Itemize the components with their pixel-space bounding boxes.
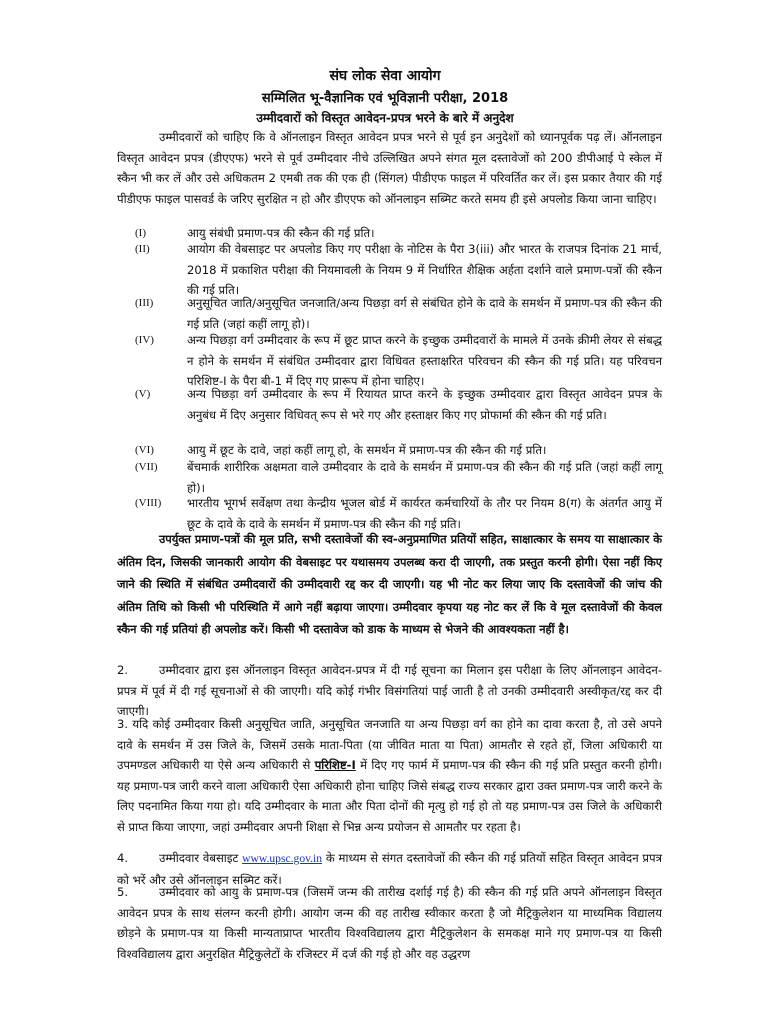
item-number: (IV) [135, 334, 154, 346]
paragraph-text: उम्मीदवार वेबसाइट [159, 851, 243, 865]
item-text: आयु में छूट के दावे, जहां कहीं लागू हो, के समर्थन में प्रमाण-पत्र की स्कैन की गई प्रति। [187, 443, 547, 457]
paragraph-2 [117, 660, 662, 722]
important-note: उपर्युक्त प्रमाण-पत्रों की मूल प्रति, सभी दस्तावेजों की स्व-अनुप्रमाणित प्रतियों सहित, साक्षात्कार के समय या साक्षात्कार के अंतिम दिन, जिसकी जानकारी आयोग की वेबसाइट पर यथासमय उपलब्ध करा दी जाएगी, तक प्रस्तुत करनी होगी। ऐसा नहीं किए जाने की स्थिति में संबंधित उम्मीदवारों की उम्मीदवारी रद्द कर दी जाएगी। यह भी नोट कर लिया जाए कि दस्तावेजों की जांच की अंतिम तिथि को किसी भी परिस्थिति में आगे नहीं बढ़ाया जाएगा। उम्मीदवार कृपया यह नोट कर लें कि वे मूल दस्तावेजों की केवल स्कैन की गई प्रतियां ही अपलोड करें। किसी भी दस्तावेज को डाक के माध्यम से भेजने की आवश्यकता नहीं है। [117, 532, 662, 636]
item-text: आयु संबंधी प्रमाण-पत्र की स्कैन की गई प्रति। [187, 226, 375, 240]
paragraph-number: 5. [117, 885, 129, 899]
item-text: बेंचमार्क शारीरिक अक्षमता वाले उम्मीदवार के दावे के समर्थन में प्रमाण-पत्र की स्कैन की गई प्रति (जहां कहीं लागू हो)। [187, 460, 662, 495]
item-number: (VI) [135, 444, 154, 456]
paragraph-text-cont: के माध्यम से संगत दस्तावेजों की स्कैन की गई प्रतियों सहित विस्तृत आवेदन प्रपत्र को भरें और उसे ऑनलाइन सब्मिट करें। [117, 851, 662, 887]
upsc-website-link[interactable]: www.upsc.gov.in [242, 852, 323, 865]
item-text: अनुसूचित जाति/अनुसूचित जनजाति/अन्य पिछड़ा वर्ग से संबंधित होने के दावे के समर्थन में प्रमाण-पत्र की स्कैन की गई प्रति (जहां कहीं लागू हो)। [187, 296, 662, 331]
org-title: संघ लोक सेवा आयोग [329, 68, 441, 84]
item-text: भारतीय भूगर्भ सर्वेक्षण तथा केन्द्रीय भूजल बोर्ड में कार्यरत कर्मचारियों के तौर पर नियम 8(ग) के अंतर्गत आयु में छूट के दावे के दावे के समर्थन में प्रमाण-पत्र की स्कैन की गई प्रति। [187, 496, 662, 531]
paragraph-number: 4. [117, 851, 129, 865]
exam-title: सम्मिलित भू-वैज्ञानिक एवं भूविज्ञानी परीक्षा, 2018 [261, 91, 509, 106]
item-text: आयोग की वेबसाइट पर अपलोड किए गए परीक्षा के नोटिस के पैरा 3(iii) और भारत के राजपत्र दिनांक 21 मार्च, 2018 में प्रकाशित परीक्षा की नियमावली के नियम 9 में निर्धारित शैक्षिक अर्हता दर्शाने वाले प्रमाण-पत्रों की स्कैन की गई प्रति। [187, 242, 662, 297]
paragraph-number: 2. [117, 663, 129, 677]
item-number: (I) [135, 227, 146, 239]
instructions-heading: उम्मीदवारों को विस्तृत आवेदन-प्रपत्र भरने के बारे में अनुदेश [256, 111, 514, 125]
paragraph-3 [117, 714, 662, 837]
intro-paragraph: उम्मीदवारों को चाहिए कि वे ऑनलाइन विस्तृत आवेदन प्रपत्र भरने से पूर्व इन अनुदेशों को ध्यानपूर्वक पढ़ लें। ऑनलाइन विस्तृत आवेदन प्रपत्र (डीएएफ) भरने से पूर्व उम्मीदवार नीचे उल्लिखित अपने संगत मूल दस्तावेजों को 200 डीपीआई पे स्केल में स्कैन भी कर लें और उसे अधिकतम 2 एमबी तक की एक ही (सिंगल) पीडीएफ फाइल में परिवर्तित कर लें। इस प्रकार तैयार की गई पीडीएफ फाइल पासवर्ड के जरिए सुरक्षित न हो और डीएएफ को ऑनलाइन सब्मिट करते समय ही इसे अपलोड किया जाना चाहिए। [117, 130, 662, 206]
item-number: (V) [135, 388, 151, 400]
appendix-reference: परिशिष्ट-I [314, 758, 356, 772]
paragraph-text-cont: में दिए गए फार्म में प्रमाण-पत्र की स्कैन की गई प्रति प्रस्तुत करनी होगी। यह प्रमाण-पत्र जारी करने वाला अधिकारी ऐसा अधिकारी होना चाहिए जिसे संबद्ध राज्य सरकार द्वारा उक्त प्रमाण-पत्र जारी करने के लिए पदनामित किया गया हो। यदि उम्मीदवार के माता और पिता दोनों की मृत्यु हो गई हो तो यह प्रमाण-पत्र उस जिले के अधिकारी से प्राप्त किया जाएगा, जहां उम्मीदवार अपनी शिक्षा से भिन्न अन्य प्रयोजन से आमतौर पर रहता है। [117, 758, 662, 834]
item-text: अन्य पिछड़ा वर्ग उम्मीदवार के रूप में छूट प्राप्त करने के इच्छुक उम्मीदवारों के मामले में उनके क्रीमी लेयर से संबद्ध न होने के समर्थन में संबंधित उम्मीदवार द्वारा विधिवत हस्ताक्षरित परिवचन की स्कैन की गई प्रति। यह परिवचन परिशिष्ट-I के पैरा बी-1 में दिए गए प्रारूप में होना चाहिए। [187, 333, 662, 388]
item-number: (VIII) [135, 497, 162, 509]
paragraph-text: उम्मीदवार को आयु के प्रमाण-पत्र (जिसमें जन्म की तारीख दर्शाई गई है) की स्कैन की गई प्रति अपने ऑनलाइन विस्तृत आवेदन प्रपत्र के साथ संलग्न करनी होगी। आयोग जन्म की वह तारीख स्वीकार करता है जो मैट्रिकुलेशन या माध्यमिक विद्यालय छोड़ने के प्रमाण-पत्र या किसी मान्यताप्राप्त भारतीय विश्वविद्यालय द्वारा मैट्रिकुलेशन के समकक्ष माने गए प्रमाण-पत्र या किसी विश्वविद्यालय द्वारा अनुरक्षित मैट्रिकुलेटों के रजिस्टर में दर्ज की गई हो और वह उद्धरण [117, 885, 662, 961]
paragraph-text: 3. यदि कोई उम्मीदवार किसी अनुसूचित जाति, अनुसूचित जनजाति या अन्य पिछड़ा वर्ग का होने का दावा करता है, तो उसे अपने दावे के समर्थन में उस जिले के, जिसमें उसके माता-पिता (या जीवित माता या पिता) आमतौर से रहते हों, जिला अधिकारी या उपमण्डल अधिकारी या ऐसे अन्य अधिकारी से [117, 717, 662, 772]
item-number: (III) [135, 297, 154, 309]
paragraph-5 [117, 882, 662, 964]
item-number: (II) [135, 243, 150, 255]
item-number: (VII) [135, 461, 158, 473]
paragraph-text: उम्मीदवार द्वारा इस ऑनलाइन विस्तृत आवेदन-प्रपत्र में दी गई सूचना का मिलान इस परीक्षा के लिए ऑनलाइन आवेदन-प्रपत्र में पूर्व में दी गई सूचनाओं से की जाएगी। यदि कोई गंभीर विसंगतियां पाई जाती है तो उनकी उम्मीदवारी अस्वीकृत/रद्द कर दी जाएगी। [117, 663, 662, 718]
item-text: अन्य पिछड़ा वर्ग उम्मीदवार के रूप में रियायत प्राप्त करने के इच्छुक उम्मीदवार द्वारा विस्तृत आवेदन प्रपत्र के अनुबंध में दिए अनुसार विधिवत् रूप से भरे गए और हस्ताक्षर किए गए प्रोफार्मा की स्कैन की गई प्रति। [187, 387, 662, 422]
